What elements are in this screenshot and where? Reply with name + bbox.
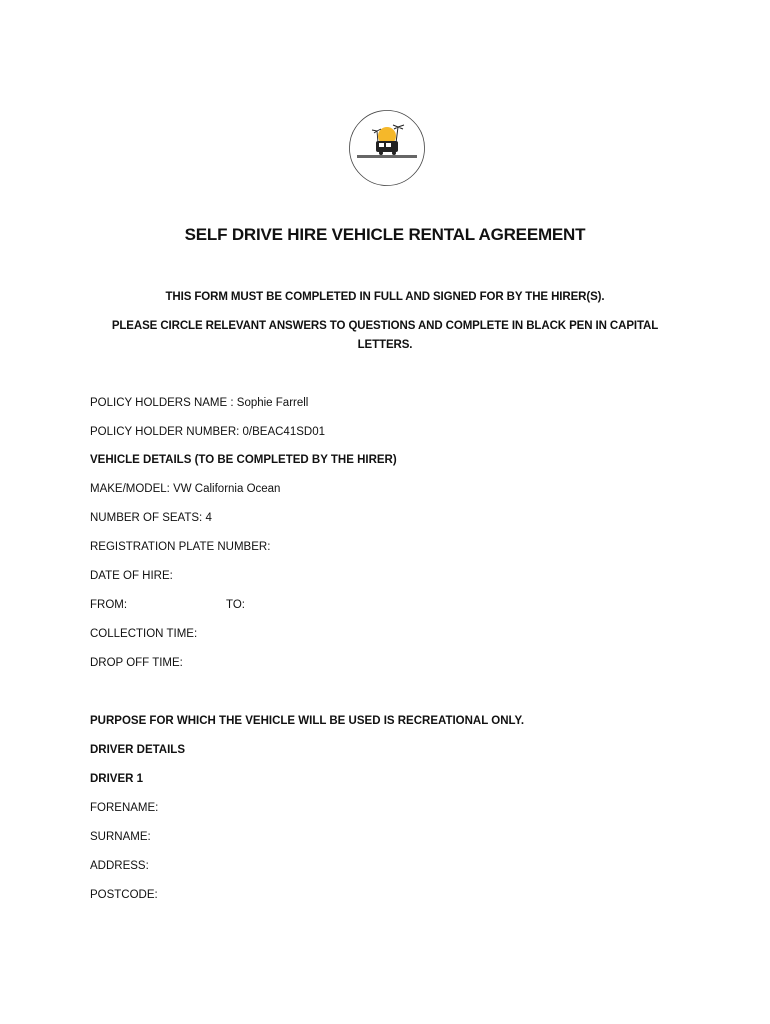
notice-circle-answers: PLEASE CIRCLE RELEVANT ANSWERS TO QUESTIONS AND COMPLETE IN BLACK PEN IN CAPITAL LETTERS. [111,320,659,351]
date-of-hire-field: DATE OF HIRE: [90,570,173,582]
driver-1-heading: DRIVER 1 [90,773,144,785]
camper-van-logo-icon [348,109,426,187]
policy-holder-name-field: POLICY HOLDERS NAME : Sophie Farrell [90,397,309,409]
from-field: FROM: [90,599,128,611]
vehicle-details-heading: VEHICLE DETAILS (TO BE COMPLETED BY THE HIRER) [90,454,397,466]
address-field: ADDRESS: [90,860,149,872]
company-logo [348,109,426,187]
surname-field: SURNAME: [90,831,151,843]
forename-field: FORENAME: [90,802,159,814]
to-field: TO: [226,599,245,611]
registration-plate-field: REGISTRATION PLATE NUMBER: [90,541,271,553]
postcode-field: POSTCODE: [90,889,158,901]
driver-details-heading: DRIVER DETAILS [90,744,185,756]
policy-holder-number-field: POLICY HOLDER NUMBER: 0/BEAC41SD01 [90,426,325,438]
collection-time-field: COLLECTION TIME: [90,628,198,640]
drop-off-time-field: DROP OFF TIME: [90,657,183,669]
notice-complete-in-full: THIS FORM MUST BE COMPLETED IN FULL AND SIGNED FOR BY THE HIRER(S). [165,291,605,303]
document-title: SELF DRIVE HIRE VEHICLE RENTAL AGREEMENT [184,225,586,244]
make-model-field: MAKE/MODEL: VW California Ocean [90,483,281,495]
purpose-statement: PURPOSE FOR WHICH THE VEHICLE WILL BE USED IS RECREATIONAL ONLY. [90,715,525,727]
number-of-seats-field: NUMBER OF SEATS: 4 [90,512,212,524]
